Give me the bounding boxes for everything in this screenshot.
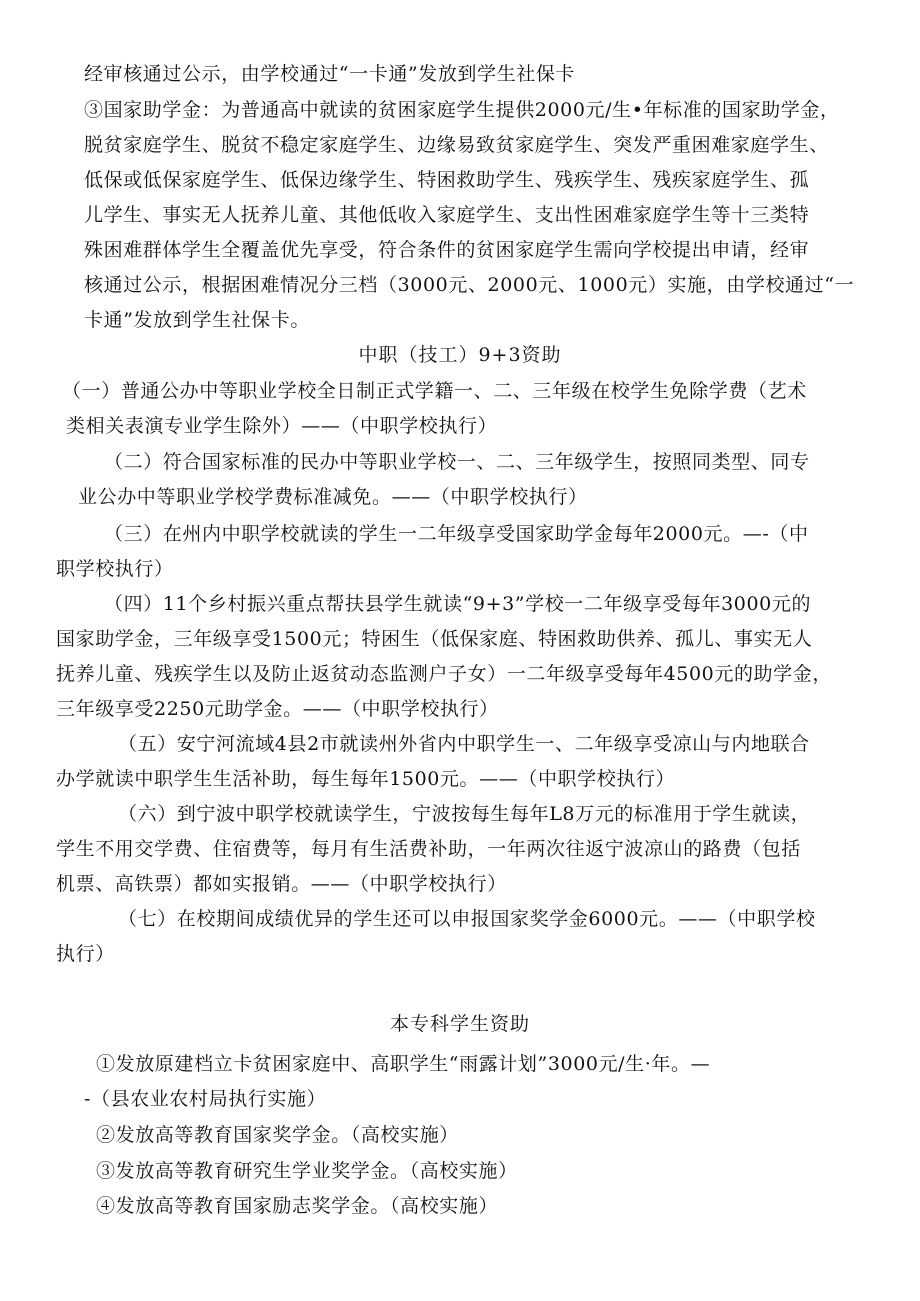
zhongzhi-item-1-line: 类相关表演专业学生除外）——（中职学校执行） [66, 415, 498, 437]
zhongzhi-item-7-line: 执行） [56, 943, 115, 965]
zhongzhi-item-6-line: 学生不用交学费、住宿费等，每月有生活费补助，一年两次往返宁波凉山的路费（包括 [56, 838, 801, 860]
gaozhong-item3-line: 卡通”发放到学生社保卡。 [84, 309, 310, 331]
zhongzhi-item-3-line: 职学校执行） [56, 558, 174, 580]
benzhuanke-item-1-line: ①发放原建档立卡贫困家庭中、高职学生“雨露计划”3000元/生·年。— [96, 1053, 711, 1075]
zhongzhi-item-7-line: （七）在校期间成绩优异的学生还可以申报国家奖学金6000元。——（中职学校 [118, 908, 816, 930]
gaozhong-item3-line: 脱贫家庭学生、脱贫不稳定家庭学生、边缘易致贫家庭学生、突发严重困难家庭学生、 [84, 134, 829, 156]
zhongzhi-item-5-line: （五）安宁河流域4县2市就读州外省内中职学生一、二年级享受凉山与内地联合 [118, 733, 810, 755]
gaozhong-item3-line: 儿学生、事实无人抚养儿童、其他低收入家庭学生、支出性困难家庭学生等十三类特 [84, 204, 810, 226]
section-heading-zhongzhi: 中职（技工）9+3资助 [358, 344, 562, 366]
zhongzhi-item-4-line: 国家助学金，三年级享受1500元；特困生（低保家庭、特困救助供养、孤儿、事实无人 [56, 628, 813, 650]
zhongzhi-item-6-line: 机票、高铁票）都如实报销。——（中职学校执行） [56, 873, 507, 895]
gaozhong-item3-line: 核通过公示，根据困难情况分三档（3000元、2000元、1000元）实施，由学校通过“一 [84, 274, 855, 296]
intro-line: 经审核通过公示，由学校通过“一卡通”发放到学生社保卡 [84, 63, 576, 85]
zhongzhi-item-2-line: 业公办中等职业学校学费标准减免。——（中职学校执行） [78, 486, 588, 508]
benzhuanke-item-3-line: ③发放高等教育研究生学业奖学金。（高校实施） [96, 1160, 518, 1182]
zhongzhi-item-3-line: （三）在州内中职学校就读的学生一二年级享受国家助学金每年2000元。—-（中 [104, 523, 809, 545]
zhongzhi-item-2-line: （二）符合国家标准的民办中等职业学校一、二、三年级学生，按照同类型、同专 [104, 451, 810, 473]
gaozhong-item3-line: 低保或低保家庭学生、低保边缘学生、特困救助学生、残疾学生、残疾家庭学生、孤 [84, 169, 810, 191]
zhongzhi-item-4-line: 抚养儿童、残疾学生以及防止返贫动态监测户子女）一二年级享受每年4500元的助学金， [56, 663, 832, 685]
section-heading-benzhuanke: 本专科学生资助 [389, 1013, 530, 1035]
zhongzhi-item-4-line: 三年级享受2250元助学金。——（中职学校执行） [56, 698, 499, 720]
benzhuanke-item-1-line: -（县农业农村局执行实施） [84, 1088, 327, 1110]
gaozhong-item3-line: 殊困难群体学生全覆盖优先享受，符合条件的贫困家庭学生需向学校提出申请，经审 [84, 239, 810, 261]
zhongzhi-item-1-line: （一）普通公办中等职业学校全日制正式学籍一、二、三年级在校学生免除学费（艺术 [62, 380, 807, 402]
zhongzhi-item-5-line: 办学就读中职学生生活补助，每生每年1500元。——（中职学校执行） [56, 768, 676, 790]
benzhuanke-item-4-line: ④发放高等教育国家励志奖学金。（高校实施） [96, 1195, 499, 1217]
benzhuanke-item-2-line: ②发放高等教育国家奖学金。（高校实施） [96, 1124, 459, 1146]
zhongzhi-item-6-line: （六）到宁波中职学校就读学生，宁波按每生每年L8万元的标准用于学生就读， [118, 803, 811, 825]
zhongzhi-item-4-line: （四）11个乡村振兴重点帮扶县学生就读“9+3”学校一二年级享受每年3000元的 [104, 593, 812, 615]
gaozhong-item3-line: ③国家助学金：为普通高中就读的贫困家庭学生提供2000元/生•年标准的国家助学金， [84, 99, 840, 121]
